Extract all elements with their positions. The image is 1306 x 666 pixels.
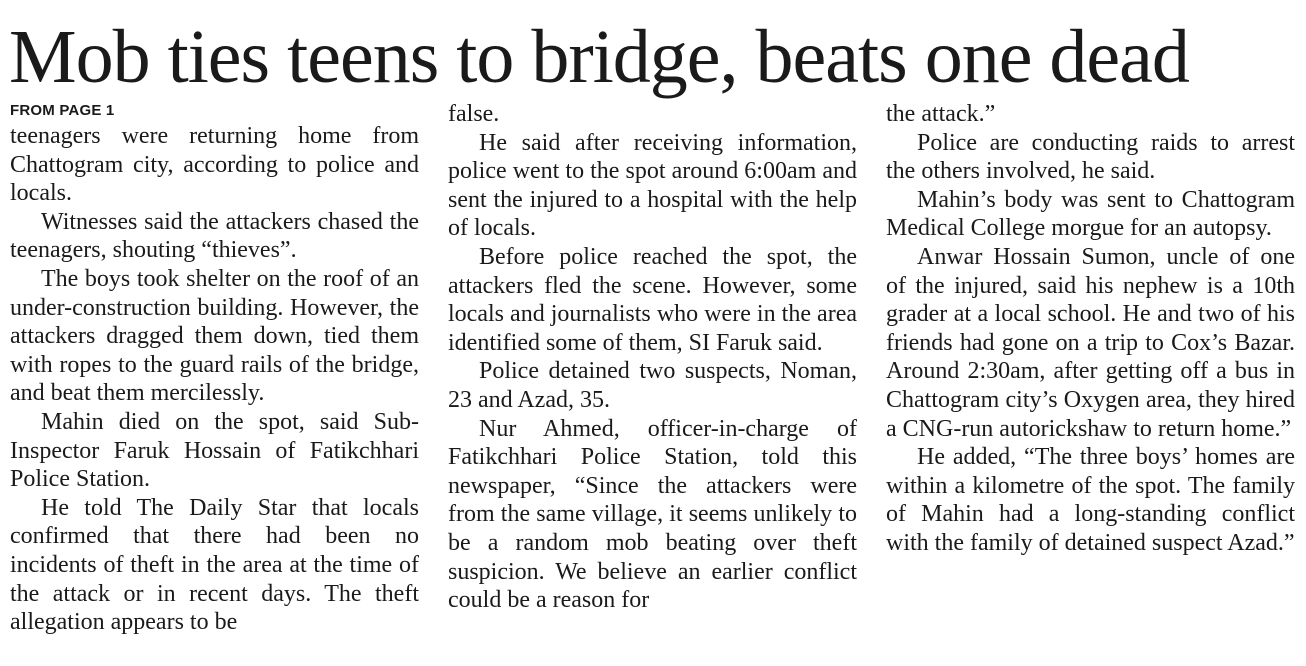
paragraph: Police detained two suspects, Noman, 23 and Azad, 35. (448, 358, 857, 413)
article-column-1 (10, 100, 419, 660)
article-column-3 (886, 100, 1295, 660)
paragraph: the attack.” (886, 101, 996, 127)
headline: Mob ties teens to bridge, beats one dead (9, 15, 1189, 99)
paragraph: Mahin’s body was sent to Chattogram Medical College morgue for an autopsy. (886, 186, 1295, 242)
paragraph: teenagers were returning home from Chattogram city, according to police and locals. (10, 123, 419, 207)
paragraph: Witnesses said the attackers chased the teenagers, shouting “thieves”. (10, 208, 419, 264)
paragraph: Anwar Hossain Sumon, uncle of one of the injured, said his nephew is a 10th grader at a local school. He and two of his friends had gone on a trip to Cox’s Bazar. Around 2:30am, after getting off a bus in Chattogram city’s Oxygen area, they hired a CNG-run autorickshaw to return home.” (886, 243, 1295, 442)
paragraph: He said after receiving information, police went to the spot around 6:00am and sent the injured to a hospital with the help of locals. (448, 129, 857, 242)
article-column-2 (448, 100, 857, 660)
paragraph: Mahin died on the spot, said Sub-Inspector Faruk Hossain of Fatikchhari Police Station. (10, 408, 419, 493)
from-page-kicker: FROM PAGE 1 (10, 102, 115, 119)
paragraph: He added, “The three boys’ homes are within a kilometre of the spot. The family of Mahin had a long-standing conflict with the family of detained suspect Azad.” (886, 444, 1295, 556)
paragraph: Nur Ahmed, officer-in-charge of Fatikchhari Police Station, told this newspaper, “Since the attackers were from the same village, it seems unlikely to be a random mob beating over theft suspicion. We believe an earlier conflict could be a reason for (448, 415, 857, 614)
paragraph: He told The Daily Star that locals confirmed that there had been no incidents of theft in the area at the time of the attack or in recent days. The theft allegation appears to be (10, 494, 419, 636)
paragraph: The boys took shelter on the roof of an under-construction building. However, the attackers dragged them down, tied them with ropes to the guard rails of the bridge, and beat them mercilessly. (10, 265, 419, 407)
paragraph: Before police reached the spot, the attackers fled the scene. However, some locals and journalists who were in the area identified some of them, SI Faruk said. (448, 243, 857, 356)
paragraph: false. (448, 101, 500, 127)
paragraph: Police are conducting raids to arrest the others involved, he said. (886, 129, 1295, 185)
